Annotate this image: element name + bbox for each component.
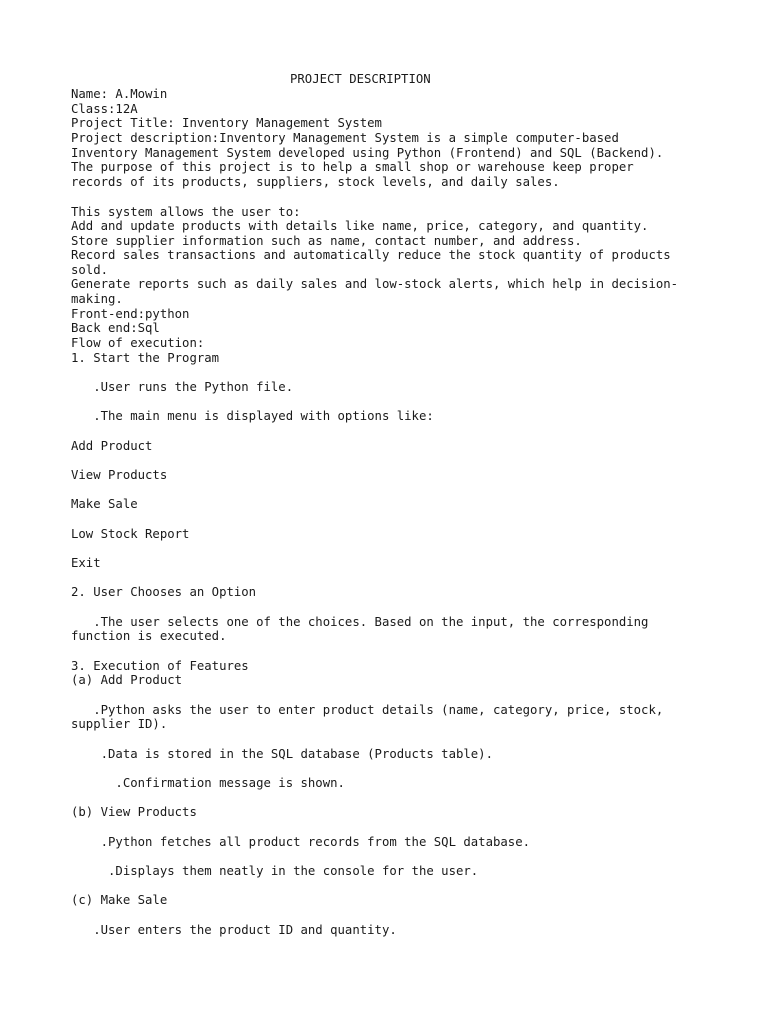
step-heading: 2. User Chooses an Option	[71, 585, 257, 599]
feature-subheading: (c) Make Sale	[71, 893, 168, 907]
description-line: records of its products, suppliers, stock levels, and daily sales.	[71, 175, 560, 189]
step-detail-line: .Data is stored in the SQL database (Products table).	[71, 747, 493, 761]
features-intro-line: This system allows the user to:	[71, 205, 301, 219]
step-heading: 1. Start the Program	[71, 351, 220, 365]
step-detail-line: .Python asks the user to enter product details (name, category, price, stock,	[71, 703, 664, 717]
step-detail-line: .The user selects one of the choices. Based on the input, the corresponding	[71, 615, 649, 629]
feature-line: Record sales transactions and automatically reduce the stock quantity of products	[71, 248, 671, 262]
menu-option-line: Add Product	[71, 439, 153, 453]
description-line: Inventory Management System developed using Python (Frontend) and SQL (Backend).	[71, 146, 664, 160]
page-title: PROJECT DESCRIPTION	[290, 72, 431, 86]
description-line: Project description:Inventory Management System is a simple computer-based	[71, 131, 619, 145]
feature-line: sold.	[71, 263, 109, 277]
student-name-line: Name: A.Mowin	[71, 87, 168, 101]
menu-option-line: View Products	[71, 468, 168, 482]
feature-line: Add and update products with details like name, price, category, and quantity.	[71, 219, 649, 233]
project-title-line: Project Title: Inventory Management System	[71, 116, 382, 130]
step-detail-line: .Displays them neatly in the console for the user.	[71, 864, 479, 878]
feature-line: Generate reports such as daily sales and low-stock alerts, which help in decision-	[71, 277, 679, 291]
feature-subheading: (a) Add Product	[71, 673, 183, 687]
menu-option-line: Exit	[71, 556, 101, 570]
description-line: The purpose of this project is to help a small shop or warehouse keep proper	[71, 160, 634, 174]
step-heading: 3. Execution of Features	[71, 659, 249, 673]
feature-line: Store supplier information such as name, contact number, and address.	[71, 234, 582, 248]
step-detail-line: .Confirmation message is shown.	[71, 776, 345, 790]
class-line: Class:12A	[71, 102, 138, 116]
back-end-line: Back end:Sql	[71, 321, 160, 335]
front-end-line: Front-end:python	[71, 307, 190, 321]
feature-subheading: (b) View Products	[71, 805, 197, 819]
flow-heading: Flow of execution:	[71, 336, 205, 350]
step-detail-line: .The main menu is displayed with options like:	[71, 409, 434, 423]
menu-option-line: Low Stock Report	[71, 527, 190, 541]
step-detail-line: .User enters the product ID and quantity.	[71, 923, 397, 937]
step-detail-line: .User runs the Python file.	[71, 380, 294, 394]
step-detail-line: function is executed.	[71, 629, 227, 643]
feature-line: making.	[71, 292, 123, 306]
menu-option-line: Make Sale	[71, 497, 138, 511]
step-detail-line: .Python fetches all product records from the SQL database.	[71, 835, 531, 849]
step-detail-line: supplier ID).	[71, 717, 168, 731]
